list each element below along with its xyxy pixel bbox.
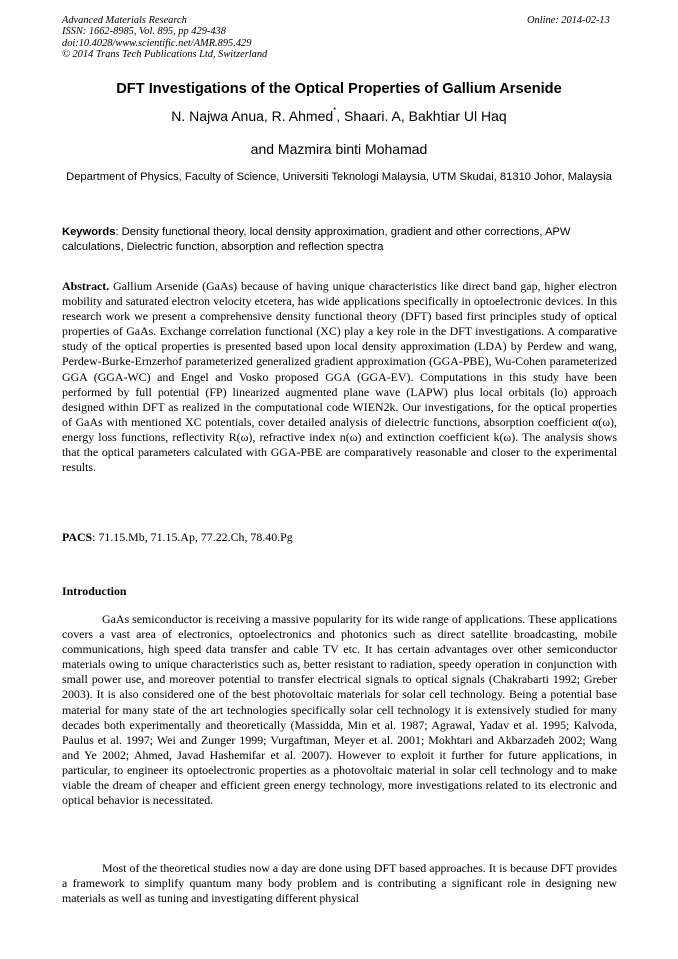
doi-line: doi:10.4028/www.scientific.net/AMR.895.429: [62, 37, 252, 49]
journal-name: Advanced Materials Research: [62, 15, 187, 26]
keywords: [62, 225, 618, 255]
pacs-text: : 71.15.Mb, 71.15.Ap, 77.22.Ch, 78.40.Pg: [92, 530, 293, 544]
abstract: [62, 279, 617, 475]
section-heading-introduction: Introduction: [62, 584, 127, 598]
affiliation: Department of Physics, Faculty of Science, Universiti Teknologi Malaysia, UTM Skudai, 81310 Johor, Malaysia: [66, 171, 612, 183]
abstract-text: Gallium Arsenide (GaAs) because of having unique characteristics like direct band gap, higher electron mobility and saturated electron velocity etcetera, has wide applications specifically in optoelectronic devices. In this research work we present a comprehensive density functional theory (DFT) based first principles study of optical properties of GaAs. Exchange correlation functional (XC) play a key role in the DFT investigations. A comparative study of the optical properties is presented based upon local density approximation (LDA) by Perdew and wang, Perdew-Burke-Ernzerhof parameterized generalized gradient approximation (GGA-PBE), Wu-Cohen parameterized GGA (GGA-WC) and Engel and Vosko proposed GGA (GGA-EV). Computations in this study have been performed by full potential (FP) linearized augmented plane wave (LAPW) plus local orbitals (lo) approach designed within DFT as realized in the computational code WIEN2k. Our investigations, for the optical properties of GaAs with mentioned XC potentials, cover detailed analysis of dielectric functions, absorption coefficient α(ω), energy loss functions, reflectivity R(ω), refractive index n(ω) and extinction coefficient k(ω). The analysis shows that the optical parameters calculated with GGA-PBE are comparatively reasonable and closer to the experimental results.: [62, 279, 617, 475]
intro-paragraph-1: GaAs semiconductor is receiving a massive popularity for its wide range of applications. These applications covers a vast area of electronics, optoelectronics and photonics such as direct satellite broadcasting, mobile communications, high speed data transfer and cable TV etc. It has certain advantages over other semiconductor materials owing to unique characteristics such as, better resistant to radiation, speedy operation in conjunction with small power use, and moreover potential to transfer electrical signals to optical signals (Chakrabarti 1992; Greber 2003). It is also considered one of the best photovoltaic materials for solar cell technology. Being a potential base material for many state of the art technologies specifically solar cell technology it is extensively studied for many decades both experimentally and theoretically (Massidda, Min et al. 1987; Agrawal, Yadav et al. 1995; Kalvoda, Paulus et al. 1997; Wei and Zunger 1999; Vurgaftman, Meyer et al. 2001; Mokhtari and Akbarzadeh 2002; Wang and Ye 2002; Ahmed, Javad Hashemifar et al. 2007). However to exploit it further for future applications, in particular, to engineer its optoelectronic properties as a photovoltaic material in solar cell technology and to make viable the dream of cheaper and efficient green energy technology, more investigations related to its electronic and optical behavior is necessitated.: [62, 612, 617, 808]
intro-paragraph-2: Most of the theoretical studies now a day are done using DFT based approaches. It is because DFT provides a framework to simplify quantum many body problem and is contributing a significant role in designing new materials as well as tuning and investigating different physical: [62, 861, 617, 906]
keywords-label: Keywords: [62, 226, 116, 238]
abstract-label: Abstract.: [62, 279, 110, 293]
journal-header: [62, 15, 267, 61]
corresponding-author-mark: *: [333, 106, 337, 115]
issn-line: ISSN: 1662-8985, Vol. 895, pp 429-438: [62, 26, 226, 38]
authors-line-2: and Mazmira binti Mohamad: [250, 141, 428, 157]
copyright-line: © 2014 Trans Tech Publications Ltd, Switzerland: [62, 49, 268, 61]
pacs-label: PACS: [62, 530, 93, 544]
pacs: [62, 530, 617, 545]
online-date: Online: 2014-02-13: [527, 15, 610, 26]
paper-title: DFT Investigations of the Optical Properties of Gallium Arsenide: [116, 81, 562, 97]
keywords-text: : Density functional theory, local density approximation, gradient and other corrections, APW calculations, Dielectric function, absorption and reflection spectra: [62, 226, 571, 253]
authors-part-b: , Shaari. A, Bakhtiar Ul Haq: [336, 108, 507, 124]
authors-line-1: [0, 108, 678, 124]
authors-part-a: N. Najwa Anua, R. Ahmed: [171, 108, 334, 124]
